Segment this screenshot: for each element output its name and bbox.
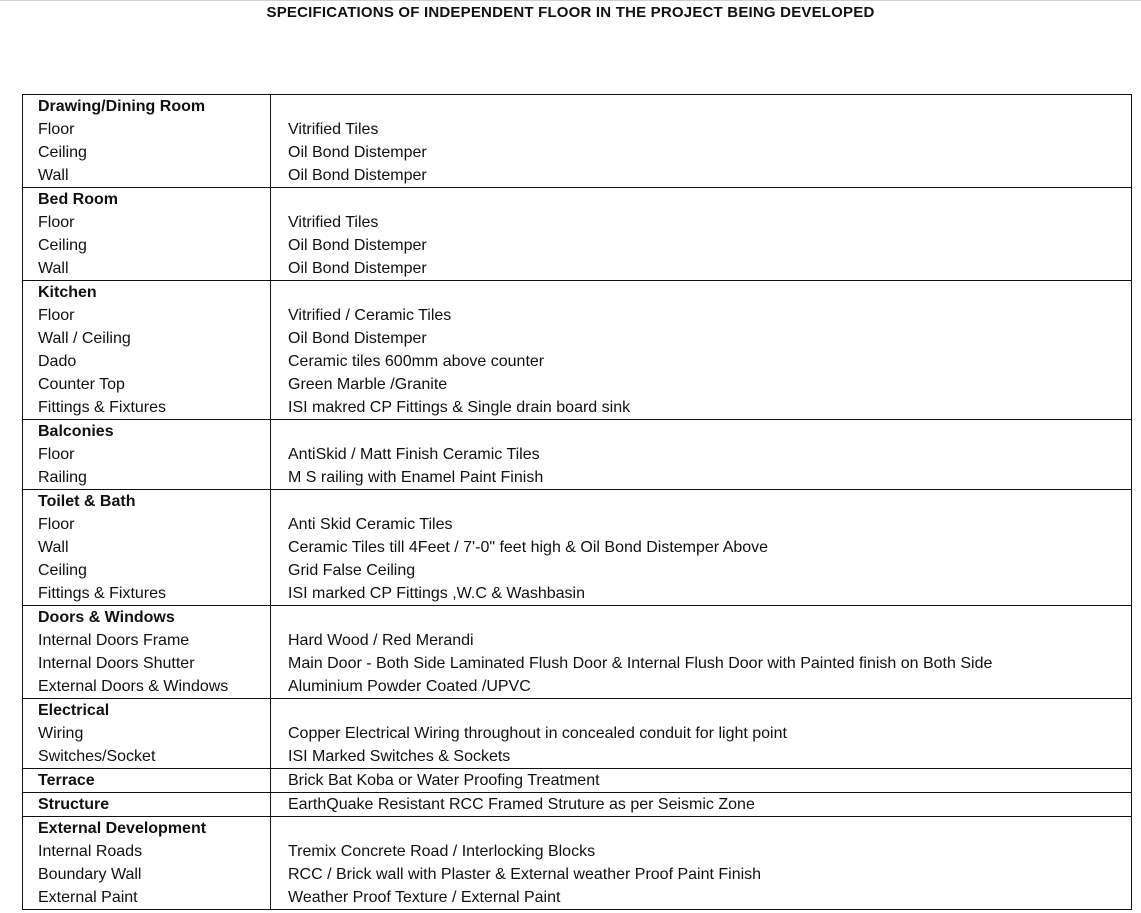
spec-item-value: Green Marble /Granite [288, 376, 448, 393]
spec-item-value: Oil Bond Distemper [288, 144, 427, 161]
spec-item-label: Floor [38, 214, 75, 231]
spec-item-label: Wiring [38, 725, 84, 742]
spec-section [23, 698, 1131, 768]
spec-column [271, 606, 1131, 698]
spec-item-label: Wall [38, 260, 69, 277]
spec-column [271, 188, 1131, 280]
spec-item-value: Aluminium Powder Coated /UPVC [288, 678, 531, 695]
item-column [23, 606, 271, 698]
spec-column [271, 769, 1131, 792]
spec-item-label: Ceiling [38, 562, 87, 579]
spec-item-label: Fittings & Fixtures [38, 585, 167, 602]
spec-item-value: M S railing with Enamel Paint Finish [288, 469, 544, 486]
spec-column [271, 793, 1131, 816]
item-column [23, 95, 271, 187]
spec-item-label: Floor [38, 516, 75, 533]
item-column [23, 420, 271, 489]
section-heading: Electrical [38, 702, 110, 719]
spec-section [23, 768, 1131, 792]
section-heading: Balconies [38, 423, 114, 440]
spec-item-label: Wall [38, 539, 69, 556]
section-heading-value [271, 817, 1131, 840]
spec-section [23, 816, 1131, 909]
section-heading-value [271, 281, 1131, 304]
item-column [23, 699, 271, 768]
section-heading-value [271, 490, 1131, 513]
section-heading-value [271, 95, 1131, 118]
section-heading-value: Brick Bat Koba or Water Proofing Treatment [288, 772, 600, 789]
spec-item-value: Hard Wood / Red Merandi [288, 632, 474, 649]
spec-item-label: Dado [38, 353, 77, 370]
spec-item-label: Boundary Wall [38, 866, 142, 883]
section-heading: Kitchen [38, 284, 97, 301]
spec-item-value: Oil Bond Distemper [288, 167, 427, 184]
spec-section [23, 95, 1131, 187]
spec-item-label: Internal Roads [38, 843, 143, 860]
spec-item-value: ISI makred CP Fittings & Single drain board sink [288, 399, 631, 416]
section-heading: Toilet & Bath [38, 493, 136, 510]
spec-item-label: Wall / Ceiling [38, 330, 131, 347]
spec-column [271, 420, 1131, 489]
spec-item-label: Internal Doors Frame [38, 632, 190, 649]
item-column [23, 490, 271, 605]
item-column [23, 817, 271, 909]
section-heading: Drawing/Dining Room [38, 98, 206, 115]
spec-item-label: Internal Doors Shutter [38, 655, 195, 672]
spec-item-label: Switches/Socket [38, 748, 156, 765]
spec-column [271, 490, 1131, 605]
spec-column [271, 95, 1131, 187]
spec-item-value: Vitrified / Ceramic Tiles [288, 307, 452, 324]
spec-item-label: Floor [38, 121, 75, 138]
spec-section [23, 489, 1131, 605]
section-heading-value [271, 606, 1131, 629]
spec-item-value: Oil Bond Distemper [288, 330, 427, 347]
spec-item-label: Counter Top [38, 376, 125, 393]
spec-column [271, 817, 1131, 909]
section-heading-value: EarthQuake Resistant RCC Framed Struture as per Seismic Zone [288, 796, 755, 813]
spec-item-label: Floor [38, 446, 75, 463]
spec-column [271, 699, 1131, 768]
spec-item-label: Ceiling [38, 144, 87, 161]
section-heading: External Development [38, 820, 207, 837]
spec-column [271, 281, 1131, 419]
spec-item-label: Ceiling [38, 237, 87, 254]
item-column [23, 281, 271, 419]
spec-section [23, 792, 1131, 816]
specifications-table [22, 94, 1132, 910]
spec-item-value: Copper Electrical Wiring throughout in concealed conduit for light point [288, 725, 787, 742]
spec-section [23, 605, 1131, 698]
spec-item-value: Ceramic Tiles till 4Feet / 7'-0" feet high & Oil Bond Distemper Above [288, 539, 769, 556]
spec-item-value: Anti Skid Ceramic Tiles [288, 516, 453, 533]
section-heading-value [271, 699, 1131, 722]
spec-item-value: Ceramic tiles 600mm above counter [288, 353, 545, 370]
spec-item-label: External Doors & Windows [38, 678, 229, 695]
spec-item-value: ISI marked CP Fittings ,W.C & Washbasin [288, 585, 585, 602]
spec-item-label: Railing [38, 469, 87, 486]
spec-item-value: Tremix Concrete Road / Interlocking Blocks [288, 843, 596, 860]
spec-item-value: Vitrified Tiles [288, 121, 379, 138]
section-heading: Bed Room [38, 191, 118, 208]
section-heading: Terrace [38, 772, 95, 789]
spec-item-value: Oil Bond Distemper [288, 237, 427, 254]
section-heading: Structure [38, 796, 110, 813]
spec-section [23, 187, 1131, 280]
spec-item-value: RCC / Brick wall with Plaster & External weather Proof Paint Finish [288, 866, 762, 883]
spec-item-label: Wall [38, 167, 69, 184]
spec-item-label: External Paint [38, 889, 138, 906]
spec-item-label: Fittings & Fixtures [38, 399, 167, 416]
top-divider [0, 0, 1141, 1]
spec-item-value: Vitrified Tiles [288, 214, 379, 231]
document-title: SPECIFICATIONS OF INDEPENDENT FLOOR IN THE PROJECT BEING DEVELOPED [266, 4, 875, 21]
spec-section [23, 280, 1131, 419]
section-heading: Doors & Windows [38, 609, 175, 626]
item-column [23, 188, 271, 280]
section-heading-value [271, 188, 1131, 211]
spec-item-value: AntiSkid / Matt Finish Ceramic Tiles [288, 446, 540, 463]
spec-section [23, 419, 1131, 489]
item-column [23, 769, 271, 792]
spec-item-value: Main Door - Both Side Laminated Flush Door & Internal Flush Door with Painted finish on Both Side [288, 655, 993, 672]
section-heading-value [271, 420, 1131, 443]
item-column [23, 793, 271, 816]
spec-item-label: Floor [38, 307, 75, 324]
spec-item-value: Weather Proof Texture / External Paint [288, 889, 561, 906]
spec-item-value: ISI Marked Switches & Sockets [288, 748, 511, 765]
spec-item-value: Oil Bond Distemper [288, 260, 427, 277]
spec-item-value: Grid False Ceiling [288, 562, 416, 579]
